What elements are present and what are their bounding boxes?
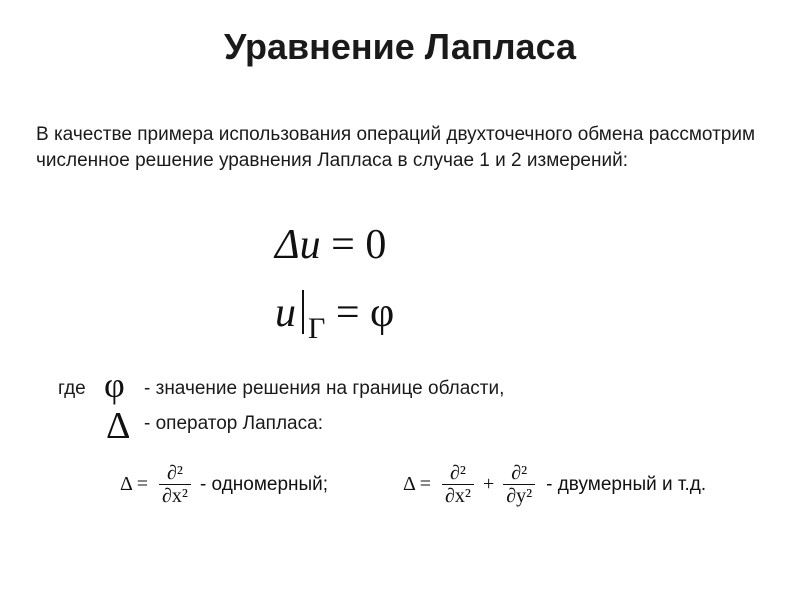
delta-symbol: Δ xyxy=(106,405,131,447)
plus-sign: + xyxy=(482,473,495,495)
boundary-condition xyxy=(275,290,395,345)
fraction-2d-x-denominator: ∂x² xyxy=(445,485,471,507)
delta-description: - оператор Лапласа: xyxy=(144,413,323,434)
phi-description: - значение решения на границе области, xyxy=(144,378,505,399)
eq2-lhs: u xyxy=(275,290,296,336)
formula-2d-label: - двумерный и т.д. xyxy=(546,473,707,495)
fraction-2d-y xyxy=(503,462,535,507)
eq2-op: = xyxy=(335,290,360,336)
phi-symbol: φ xyxy=(104,365,125,405)
fraction-2d-x-numerator: ∂² xyxy=(450,462,466,484)
intro-paragraph: В качестве примера использования операций двухточечного обмена рассмотрим численное решение уравнения Лапласа в случае 1 и 2 измерений: xyxy=(36,124,756,171)
laplace-equation xyxy=(275,222,386,268)
where-label: где xyxy=(58,378,86,399)
formula-1d-lhs: Δ = xyxy=(120,473,149,495)
eq1-op: = xyxy=(331,222,355,268)
fraction-1d xyxy=(159,462,191,507)
formula-2d xyxy=(403,462,706,507)
fraction-1d-numerator: ∂² xyxy=(167,462,183,484)
eq1-rhs: 0 xyxy=(365,222,387,268)
eq1-lhs: Δu xyxy=(275,222,321,268)
slide-title: Уравнение Лапласа xyxy=(223,26,577,67)
eq2-subscript: Γ xyxy=(308,312,326,345)
fraction-1d-denominator: ∂x² xyxy=(162,485,188,507)
eq2-rhs: φ xyxy=(370,290,395,336)
formula-2d-lhs: Δ = xyxy=(403,473,432,495)
formula-1d-label: - одномерный; xyxy=(199,473,329,495)
fraction-2d-y-numerator: ∂² xyxy=(511,462,528,484)
fraction-2d-x xyxy=(442,462,474,507)
restriction-bar xyxy=(302,290,304,334)
formula-1d xyxy=(120,462,328,507)
fraction-2d-y-denominator: ∂y² xyxy=(506,485,533,507)
